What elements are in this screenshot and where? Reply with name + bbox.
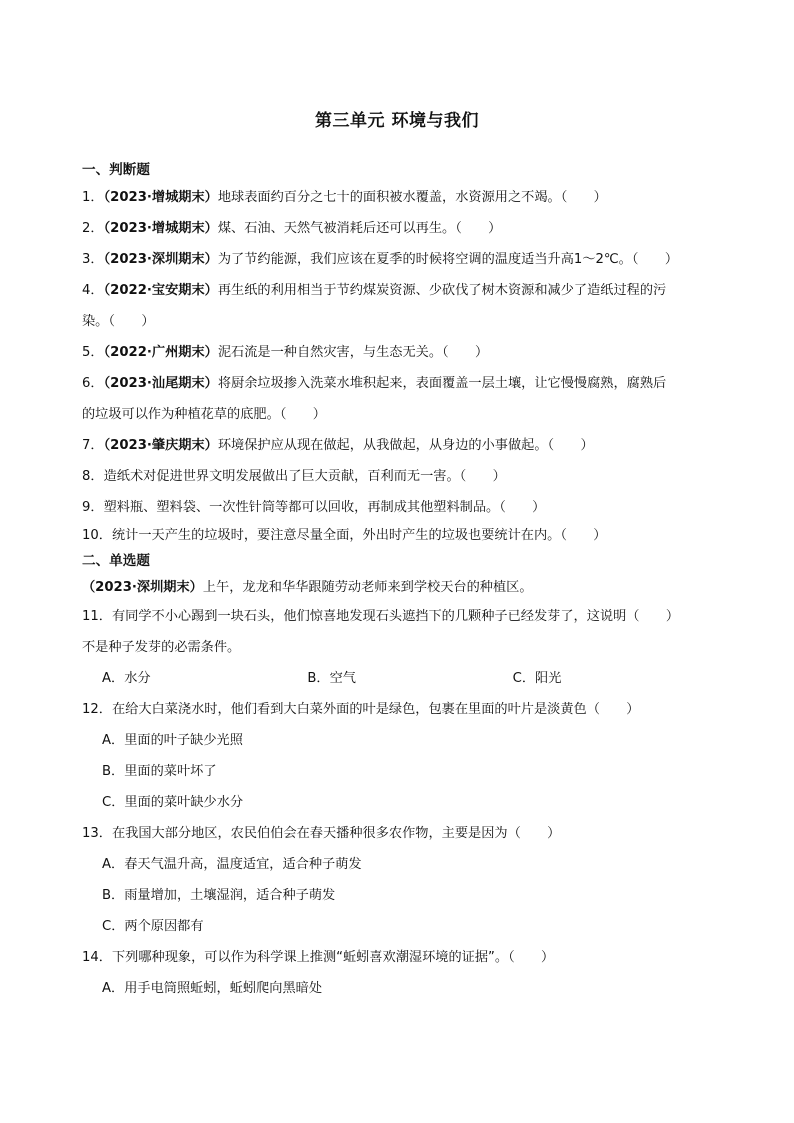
question-text: 煤、石油、天然气被消耗后还可以再生。（ ）	[217, 221, 502, 236]
option-c: C．两个原因都有	[102, 919, 204, 934]
question-number: 10．	[82, 528, 112, 543]
question-text: 为了节约能源，我们应该在夏季的时候将空调的温度适当升高1～2℃。（ ）	[217, 252, 679, 267]
question-4-continued	[82, 306, 718, 337]
question-text: 环境保护应从现在做起，从我做起，从身边的小事做起。（ ）	[217, 438, 594, 453]
option-a: A．用手电筒照蚯蚓，蚯蚓爬向黑暗处	[102, 981, 323, 996]
question-2	[82, 213, 718, 244]
question-text: 有同学不小心踢到一块石头，他们惊喜地发现石头遮挡下的几颗种子已经发芽了，这说明（ ）	[111, 609, 680, 624]
question-source: （2023·增城期末）	[103, 190, 218, 205]
question-source: （2023·汕尾期末）	[103, 376, 218, 391]
context-text: 上午，龙龙和华华跟随劳动老师来到学校天台的种植区。	[202, 580, 533, 595]
question-source: （2023·深圳期末）	[82, 580, 203, 595]
option-b: B．空气	[307, 671, 356, 686]
question-number: 2．	[82, 221, 104, 236]
question-13	[82, 818, 718, 849]
question-1	[82, 182, 718, 213]
question-3	[82, 244, 718, 275]
option-b: B．雨量增加，土壤湿润，适合种子萌发	[102, 888, 336, 903]
question-text: 塑料瓶、塑料袋、一次性针筒等都可以回收，再制成其他塑料制品。（ ）	[103, 500, 546, 515]
question-number: 6．	[82, 376, 104, 391]
question-8	[82, 461, 718, 492]
question-text: 下列哪种现象，可以作为科学课上推测“蚯蚓喜欢潮湿环境的证据”。（ ）	[111, 950, 555, 965]
question-text: 在给大白菜浇水时，他们看到大白菜外面的叶是绿色，包裹在里面的叶片是淡黄色（ ）	[111, 702, 640, 717]
question-number: 11．	[82, 609, 112, 624]
question-source: （2023·深圳期末）	[103, 252, 218, 267]
question-9	[82, 492, 718, 523]
question-text: 地球表面约百分之七十的面积被水覆盖，水资源用之不竭。（ ）	[217, 190, 607, 205]
question-14	[82, 942, 718, 973]
question-source: （2022·广州期末）	[103, 345, 218, 360]
question-number: 5．	[82, 345, 104, 360]
question-number: 13．	[82, 826, 112, 841]
question-text: 不是种子发芽的必需条件。	[82, 640, 241, 655]
question-source: （2023·肇庆期末）	[103, 438, 218, 453]
question-text: 染。（ ）	[82, 314, 155, 329]
question-11-continued	[82, 632, 718, 663]
question-text: 将厨余垃圾掺入洗菜水堆积起来，表面覆盖一层土壤，让它慢慢腐熟，腐熟后	[217, 376, 667, 391]
question-6	[82, 368, 718, 399]
question-number: 1．	[82, 190, 104, 205]
option-a: A．水分	[102, 671, 151, 686]
question-4	[82, 275, 718, 306]
question-context	[82, 575, 718, 601]
question-text: 再生纸的利用相当于节约煤炭资源、少砍伐了树木资源和减少了造纸过程的污	[217, 283, 667, 298]
question-11	[82, 601, 718, 632]
section-heading-single-choice: 二、单选题	[82, 553, 150, 569]
worksheet-content	[82, 158, 718, 1004]
question-number: 14．	[82, 950, 112, 965]
option-a: A．春天气温升高，温度适宜，适合种子萌发	[102, 857, 362, 872]
question-10	[82, 523, 718, 547]
question-text: 的垃圾可以作为种植花草的底肥。（ ）	[82, 407, 326, 422]
question-number: 7．	[82, 438, 104, 453]
question-text: 造纸术对促进世界文明发展做出了巨大贡献，百利而无一害。（ ）	[103, 469, 506, 484]
option-c: C．阳光	[512, 671, 562, 686]
section-heading-judgment: 一、判断题	[82, 162, 150, 178]
option-c: C．里面的菜叶缺少水分	[102, 795, 244, 810]
page-title: 第三单元 环境与我们	[315, 111, 479, 131]
question-text: 统计一天产生的垃圾时，要注意尽量全面，外出时产生的垃圾也要统计在内。（ ）	[111, 528, 607, 543]
question-11-options	[82, 663, 718, 694]
question-source: （2022·宝安期末）	[103, 283, 218, 298]
question-number: 8．	[82, 469, 104, 484]
question-12	[82, 694, 718, 725]
question-text: 泥石流是一种自然灾害，与生态无关。（ ）	[217, 345, 489, 360]
question-6-continued	[82, 399, 718, 430]
question-7	[82, 430, 718, 461]
question-number: 4．	[82, 283, 104, 298]
question-number: 3．	[82, 252, 104, 267]
question-source: （2023·增城期末）	[103, 221, 218, 236]
question-text: 在我国大部分地区，农民伯伯会在春天播种很多农作物，主要是因为（ ）	[111, 826, 561, 841]
question-number: 12．	[82, 702, 112, 717]
option-a: A．里面的叶子缺少光照	[102, 733, 243, 748]
option-b: B．里面的菜叶坏了	[102, 764, 217, 779]
question-number: 9．	[82, 500, 104, 515]
question-5	[82, 337, 718, 368]
